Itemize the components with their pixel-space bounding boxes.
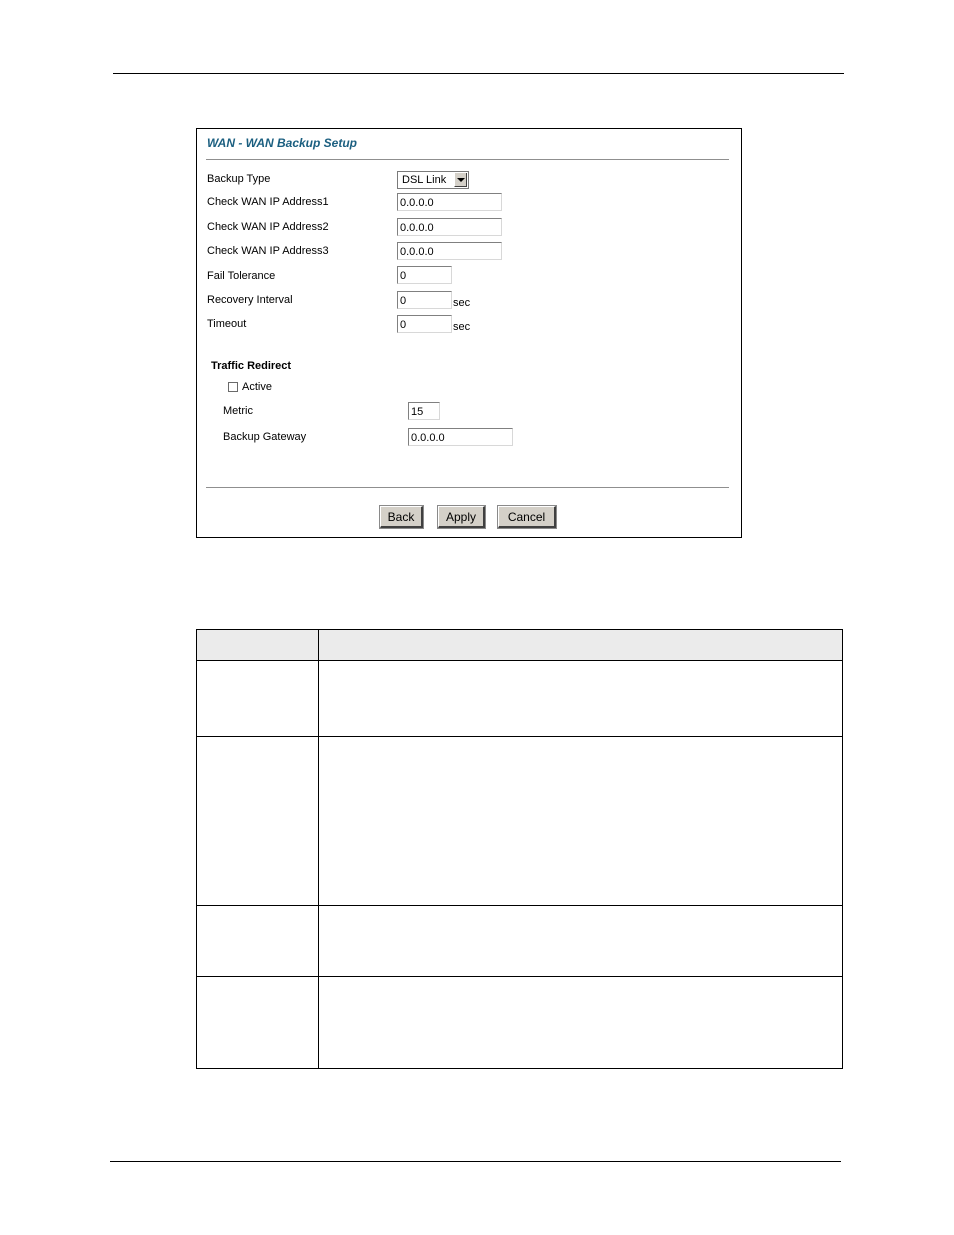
check-wan-ip1-input[interactable] <box>397 193 502 211</box>
check-wan-ip2-input[interactable] <box>397 218 502 236</box>
title-divider <box>206 159 729 160</box>
table-row <box>197 661 843 737</box>
check-wan-ip3-label: Check WAN IP Address3 <box>207 245 329 257</box>
table-cell <box>197 661 319 737</box>
timeout-label: Timeout <box>207 318 247 330</box>
apply-button[interactable]: Apply <box>438 506 485 528</box>
timeout-unit: sec <box>453 321 471 333</box>
table-cell <box>197 977 319 1069</box>
traffic-redirect-heading: Traffic Redirect <box>211 360 292 372</box>
table-cell <box>197 906 319 977</box>
table-cell <box>319 661 843 737</box>
back-button[interactable]: Back <box>380 506 423 528</box>
metric-input[interactable] <box>408 402 440 420</box>
active-label: Active <box>242 381 272 393</box>
panel-title: WAN - WAN Backup Setup <box>207 136 358 150</box>
backup-gateway-label: Backup Gateway <box>223 431 307 443</box>
recovery-interval-unit: sec <box>453 297 471 309</box>
chevron-down-icon[interactable] <box>454 173 467 187</box>
backup-type-value: DSL Link <box>402 174 447 186</box>
backup-type-select[interactable] <box>397 171 469 189</box>
active-checkbox[interactable] <box>228 382 238 392</box>
table-row <box>197 737 843 906</box>
table-cell <box>319 977 843 1069</box>
backup-type-label: Backup Type <box>207 173 271 185</box>
check-wan-ip1-label: Check WAN IP Address1 <box>207 196 329 208</box>
table-cell <box>319 906 843 977</box>
table-cell <box>197 737 319 906</box>
table-cell <box>319 737 843 906</box>
table-row <box>197 977 843 1069</box>
description-table <box>196 629 843 1069</box>
check-wan-ip2-label: Check WAN IP Address2 <box>207 221 329 233</box>
table-header-cell <box>197 630 319 661</box>
footer-divider <box>206 487 729 488</box>
wan-backup-setup-panel <box>196 128 742 538</box>
footer-rule <box>110 1161 841 1162</box>
table-header-row <box>197 630 843 661</box>
backup-gateway-input[interactable] <box>408 428 513 446</box>
fail-tolerance-label: Fail Tolerance <box>207 270 276 282</box>
cancel-button[interactable]: Cancel <box>498 506 556 528</box>
header-rule <box>113 73 844 74</box>
timeout-input[interactable] <box>397 315 452 333</box>
recovery-interval-label: Recovery Interval <box>207 294 293 306</box>
recovery-interval-input[interactable] <box>397 291 452 309</box>
check-wan-ip3-input[interactable] <box>397 242 502 260</box>
table-row <box>197 906 843 977</box>
table-header-cell <box>319 630 843 661</box>
fail-tolerance-input[interactable] <box>397 266 452 284</box>
metric-label: Metric <box>223 405 253 417</box>
